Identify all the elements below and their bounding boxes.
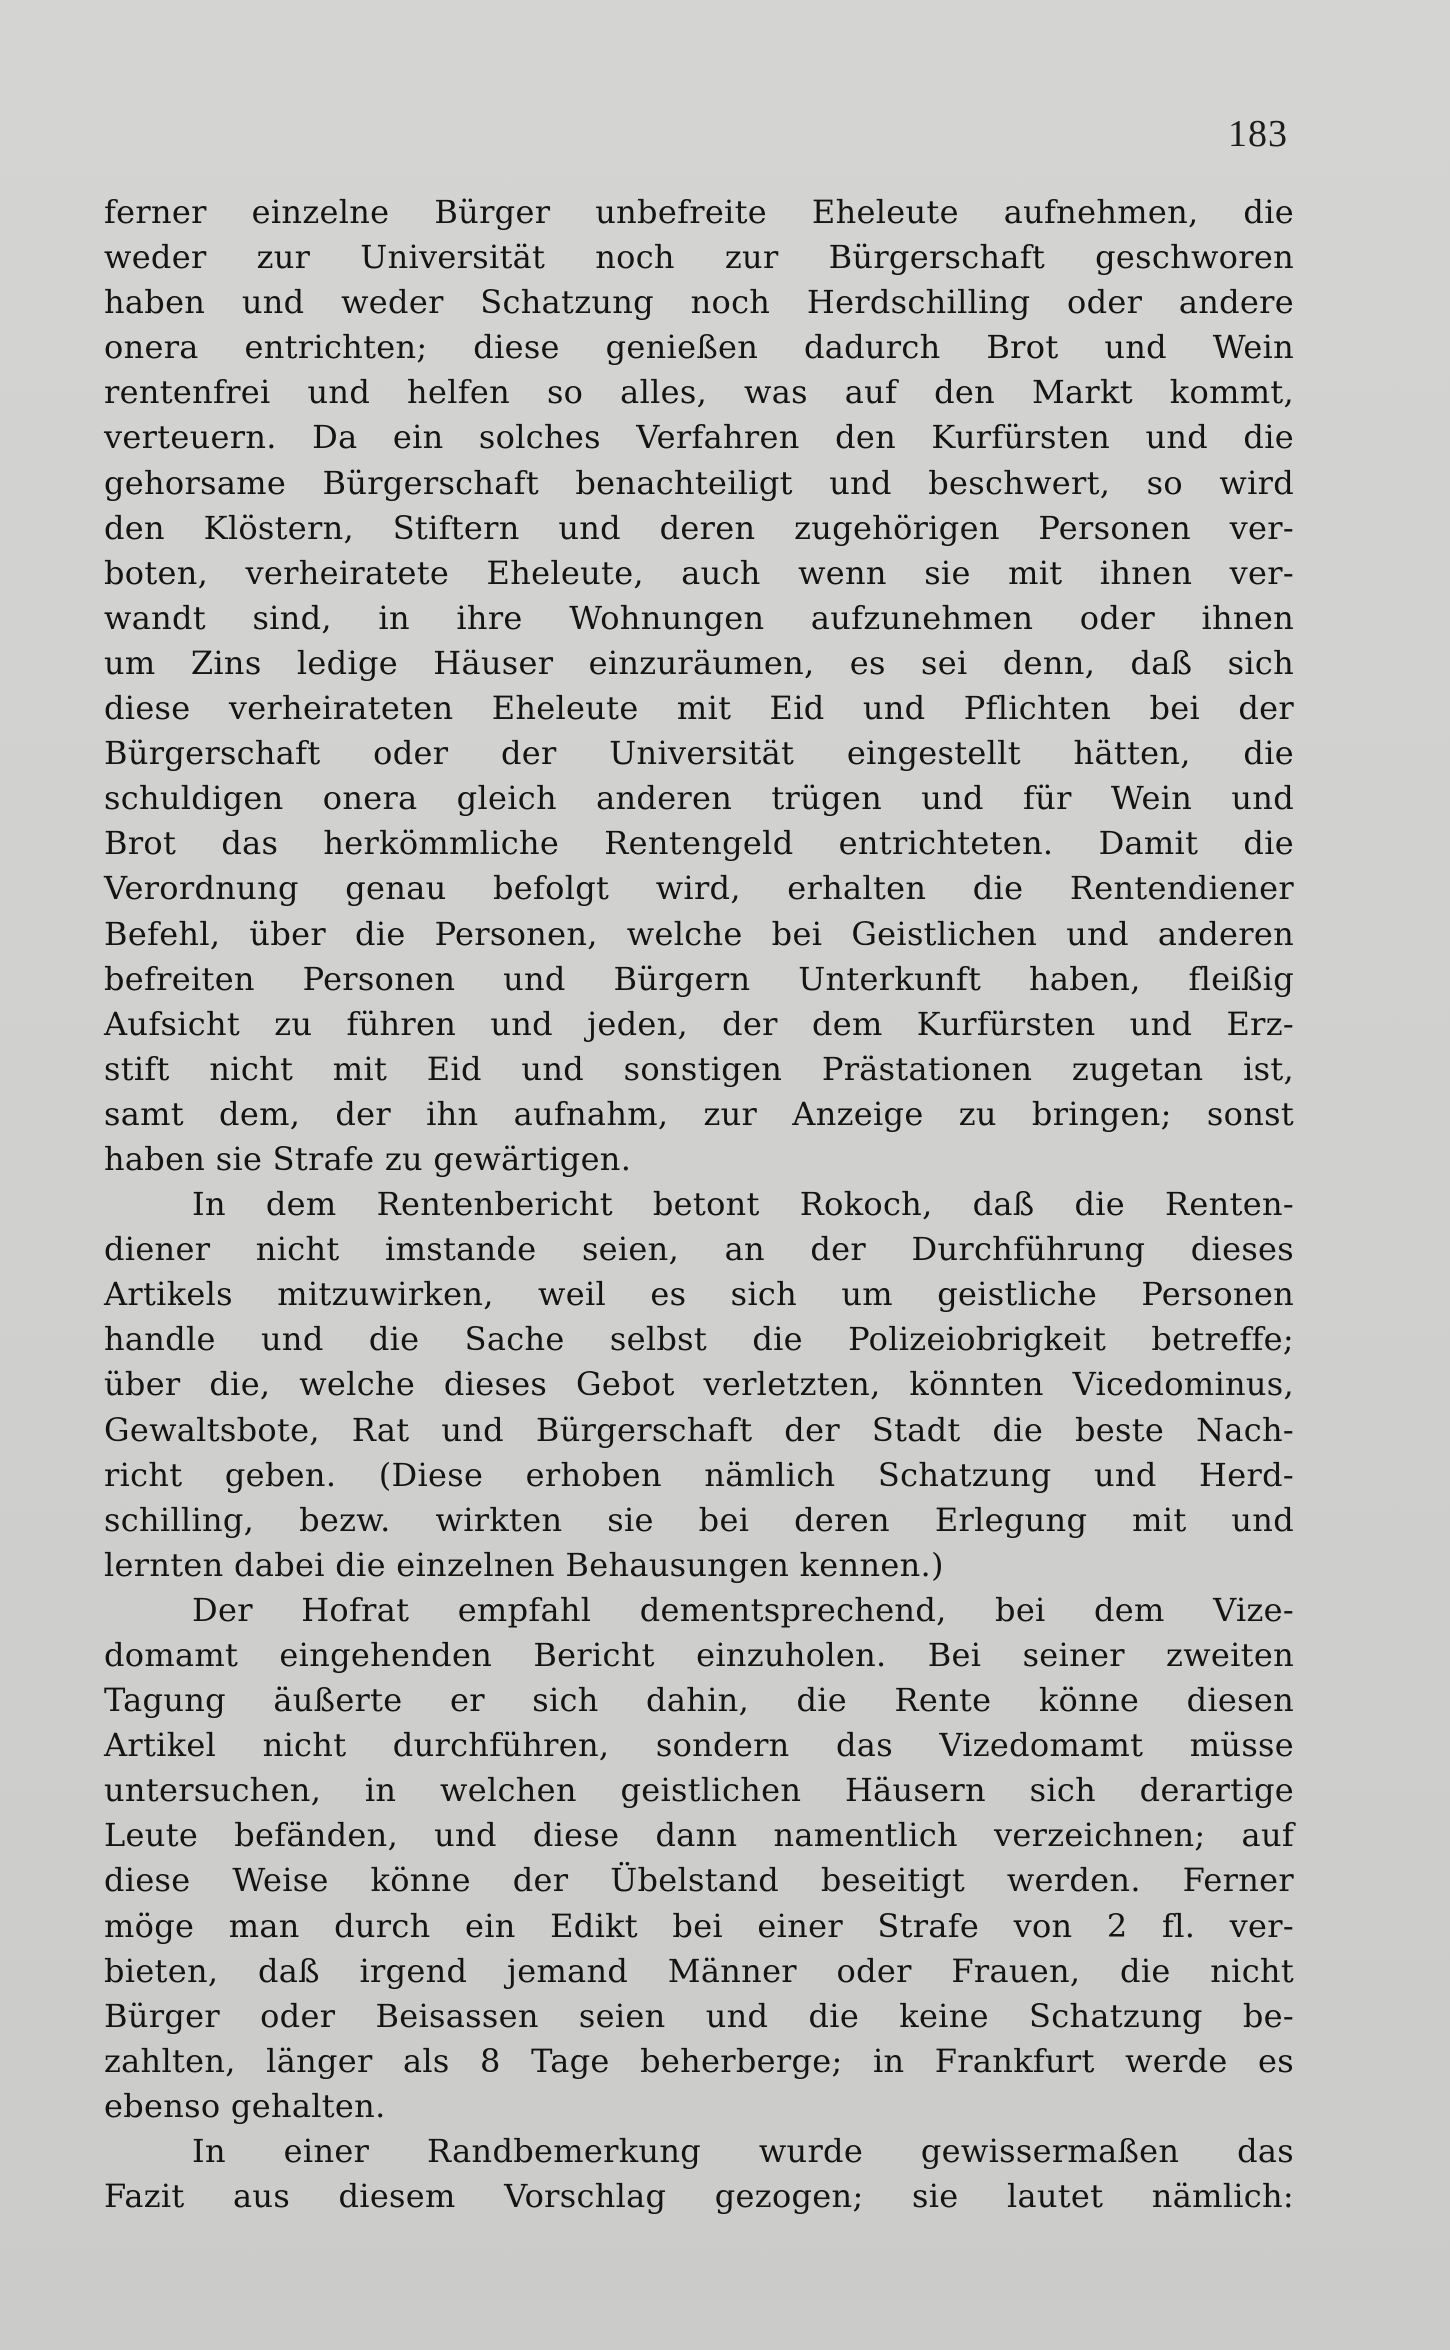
text-line: haben sie Strafe zu gewärtigen.	[104, 1139, 632, 1178]
text-line: ferner einzelne Bürger unbefreite Eheleute aufnehmen, die	[104, 193, 1294, 231]
page-number: 183	[1228, 113, 1288, 155]
text-line: rentenfrei und helfen so alles, was auf den Markt kommt,	[104, 373, 1294, 412]
text-line: um Zins ledige Häuser einzuräumen, es sei denn, daß sich	[104, 643, 1294, 682]
text-line: über die, welche dieses Gebot verletzten, könnten Vicedominus,	[104, 1365, 1294, 1404]
text-line: diese verheirateten Eheleute mit Eid und Pflichten bei der	[104, 689, 1294, 728]
text-line: schuldigen onera gleich anderen trügen und für Wein und	[104, 779, 1294, 818]
text-line: Aufsicht zu führen und jeden, der dem Kurfürsten und Erz-	[104, 1004, 1294, 1043]
text-line: Artikels mitzuwirken, weil es sich um geistliche Personen	[104, 1275, 1294, 1314]
text-line: domamt eingehenden Bericht einzuholen. Bei seiner zweiten	[104, 1636, 1294, 1674]
text-line: In einer Randbemerkung wurde gewissermaßen das	[192, 2132, 1294, 2171]
text-line: den Klöstern, Stiftern und deren zugehörigen Personen ver-	[104, 508, 1294, 547]
text-line: schilling, bezw. wirkten sie bei deren Erlegung mit und	[104, 1500, 1294, 1539]
text-line: bieten, daß irgend jemand Männer oder Frauen, die nicht	[104, 1951, 1294, 1990]
text-line: untersuchen, in welchen geistlichen Häusern sich derartige	[104, 1771, 1294, 1810]
text-line: befreiten Personen und Bürgern Unterkunft haben, fleißig	[104, 959, 1294, 998]
text-line: samt dem, der ihn aufnahm, zur Anzeige zu bringen; sonst	[104, 1094, 1294, 1133]
text-line: Bürger oder Beisassen seien und die keine Schatzung be-	[104, 1996, 1294, 2035]
text-line: Der Hofrat empfahl dementsprechend, bei dem Vize-	[192, 1590, 1294, 1629]
text-line: stift nicht mit Eid und sonstigen Prästationen zugetan ist,	[104, 1049, 1294, 1088]
text-line: weder zur Universität noch zur Bürgerschaft geschworen	[104, 238, 1294, 277]
text-line: verteuern. Da ein solches Verfahren den Kurfürsten und die	[104, 418, 1294, 457]
text-line: ebenso gehalten.	[104, 2086, 386, 2125]
text-line: Gewaltsbote, Rat und Bürgerschaft der Stadt die beste Nach-	[104, 1410, 1294, 1449]
text-line: onera entrichten; diese genießen dadurch Brot und Wein	[104, 328, 1294, 367]
text-line: handle und die Sache selbst die Polizeiobrigkeit betreffe;	[104, 1320, 1294, 1359]
text-line: Tagung äußerte er sich dahin, die Rente könne diesen	[104, 1681, 1294, 1720]
text-line: haben und weder Schatzung noch Herdschilling oder andere	[104, 283, 1294, 322]
text-line: lernten dabei die einzelnen Behausungen kennen.)	[104, 1545, 944, 1584]
text-line: Artikel nicht durchführen, sondern das Vizedomamt müsse	[104, 1726, 1294, 1765]
text-line: gehorsame Bürgerschaft benachteiligt und beschwert, so wird	[104, 463, 1294, 502]
body-text	[104, 190, 1294, 2219]
text-line: Befehl, über die Personen, welche bei Geistlichen und anderen	[104, 914, 1294, 953]
text-line: In dem Rentenbericht betont Rokoch, daß die Renten-	[192, 1185, 1294, 1224]
text-line: diener nicht imstande seien, an der Durchführung dieses	[104, 1230, 1294, 1269]
text-line: diese Weise könne der Übelstand beseitigt werden. Ferner	[104, 1861, 1294, 1900]
text-line: Bürgerschaft oder der Universität eingestellt hätten, die	[104, 734, 1294, 773]
text-line: Fazit aus diesem Vorschlag gezogen; sie lautet nämlich:	[104, 2177, 1294, 2216]
text-line: boten, verheiratete Eheleute, auch wenn sie mit ihnen ver-	[104, 553, 1294, 592]
text-line: Leute befänden, und diese dann namentlich verzeichnen; auf	[104, 1816, 1294, 1855]
text-line: möge man durch ein Edikt bei einer Strafe von 2 fl. ver-	[104, 1906, 1294, 1945]
text-line: Verordnung genau befolgt wird, erhalten die Rentendiener	[104, 869, 1294, 908]
text-line: richt geben. (Diese erhoben nämlich Schatzung und Herd-	[104, 1455, 1294, 1494]
text-line: wandt sind, in ihre Wohnungen aufzunehmen oder ihnen	[104, 598, 1294, 637]
text-line: Brot das herkömmliche Rentengeld entrichteten. Damit die	[104, 824, 1294, 863]
text-line: zahlten, länger als 8 Tage beherberge; in Frankfurt werde es	[104, 2041, 1294, 2080]
